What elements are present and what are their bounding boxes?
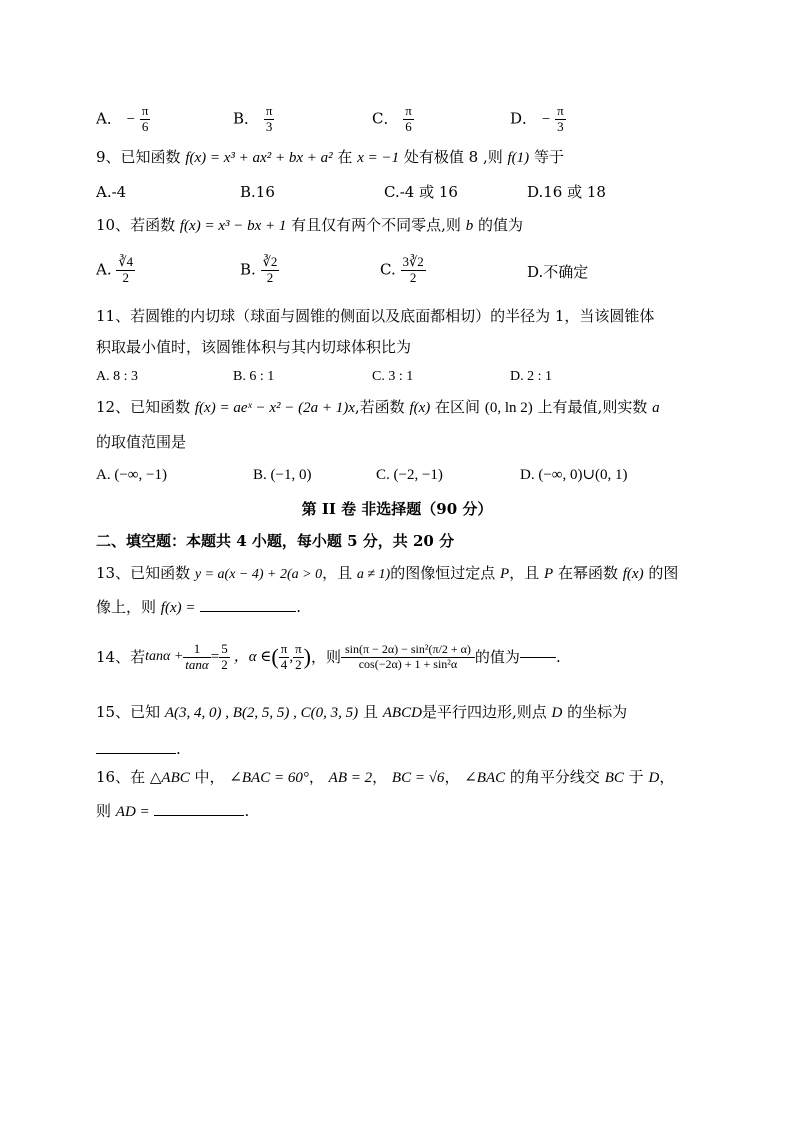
section-title: 第 II 卷 非选择题（90 分）	[301, 500, 493, 518]
q16-text: 16、在	[96, 768, 146, 786]
q13-text: 像上，则	[96, 598, 157, 616]
option-fraction	[403, 104, 414, 135]
q14-fraction	[183, 642, 210, 673]
q10-text: 有且仅有两个不同零点,则	[291, 216, 461, 234]
comma: ,	[289, 648, 294, 665]
q13-text: .	[296, 598, 302, 616]
fraction-numerator: π	[405, 103, 412, 118]
fraction-denominator: tanα	[185, 656, 209, 672]
q15-abcd: ABCD	[382, 705, 422, 721]
option-fraction	[555, 104, 566, 135]
q16-text: 于	[628, 768, 644, 786]
q14-interval-lo	[279, 642, 290, 673]
answer-blank[interactable]	[520, 656, 556, 658]
q9-text: 9、已知函数	[96, 148, 181, 166]
option-label: A．	[96, 109, 122, 128]
q11-line1: 11、若圆锥的内切球（球面与圆锥的侧面以及底面都相切）的半径为 1，当该圆锥体	[96, 307, 655, 325]
q13-function: y = a(x − 4) + 2(a > 0	[194, 567, 323, 582]
q10-option-a	[96, 255, 135, 286]
option-fraction	[264, 104, 275, 135]
q10-stem	[96, 218, 523, 234]
q13-fx: f(x) =	[160, 600, 196, 616]
q16-text: 中，	[194, 768, 225, 786]
q12-variable: a	[652, 400, 660, 416]
fraction-denominator: 2	[122, 269, 130, 285]
q8-option-a	[96, 104, 150, 135]
q8-option-b	[233, 104, 274, 135]
q16-bc: BC = √6	[391, 770, 445, 786]
q14-tan: tanα +	[145, 649, 184, 664]
q12-text: 在区间	[435, 398, 481, 416]
q9-option-b: B.16	[240, 183, 275, 201]
q12-option-c: C. (−2, −1)	[376, 467, 443, 483]
q14-alpha-in: ，α ∈	[233, 648, 272, 665]
q13-line2	[96, 600, 301, 616]
fraction-numerator: 1	[183, 642, 210, 658]
q13-text: 在幂函数	[557, 564, 618, 582]
q13-text: 13、已知函数	[96, 564, 191, 582]
option-fraction	[261, 255, 280, 286]
q15-text: 且	[362, 703, 378, 721]
q14-interval-hi	[293, 642, 304, 673]
fraction-denominator: 2	[295, 656, 302, 672]
q12-line2: 的取值范围是	[96, 433, 187, 451]
q15-line1	[96, 705, 627, 721]
q8-option-c	[372, 104, 414, 135]
q16-angle: ∠BAC = 60°	[229, 770, 309, 786]
q9-condition: x = −1	[357, 150, 400, 166]
q11-line2: 积取最小值时，该圆锥体积与其内切球体积比为	[96, 338, 412, 356]
q16-text: .	[244, 802, 250, 820]
q12-fx: f(x)	[409, 400, 431, 416]
fraction-numerator: π	[265, 103, 273, 118]
q16-text: ，	[308, 768, 324, 786]
q13-point: P	[544, 566, 554, 582]
q9-option-a: A.-4	[96, 183, 127, 201]
option-fraction	[116, 255, 135, 286]
fraction-numerator: ∛2	[262, 254, 278, 269]
q10-option-b	[240, 255, 279, 286]
q11-option-d: D. 2 : 1	[510, 369, 552, 384]
fraction-denominator: 6	[141, 118, 149, 134]
q9-option-d: D.16 或 18	[527, 183, 606, 201]
q16-point-d: D	[648, 770, 660, 786]
q11-option-a: A. 8 : 3	[96, 369, 138, 384]
fraction-denominator: 3	[265, 118, 273, 134]
q14-fraction	[219, 642, 230, 673]
fraction-denominator: 4	[280, 656, 288, 672]
q15-text: 是平行四边形,则点	[421, 703, 547, 721]
fraction-numerator: π	[295, 640, 302, 656]
q14-text: .	[555, 647, 561, 666]
answer-blank[interactable]	[200, 610, 296, 612]
q10-option-c	[380, 255, 426, 286]
q9-function: f(x) = x³ + ax² + bx + a²	[185, 150, 333, 166]
q12-option-d: D. (−∞, 0)∪(0, 1)	[520, 467, 628, 483]
q15-points: A(3, 4, 0) , B(2, 5, 5) , C(0, 3, 5)	[164, 705, 359, 721]
q16-text: ，	[659, 768, 675, 786]
fraction-denominator: 6	[405, 118, 412, 134]
q12-text: ,若函数	[354, 398, 405, 416]
q16-bisector: ∠BAC	[464, 770, 506, 786]
q12-option-b: B. (−1, 0)	[253, 467, 312, 483]
q16-triangle: △ABC	[149, 770, 190, 786]
fraction-numerator: π	[557, 103, 564, 118]
fraction-denominator: 2	[266, 269, 274, 285]
q16-text: ，	[372, 768, 388, 786]
paren: (	[271, 644, 279, 669]
q15-text: 15、已知	[96, 703, 161, 721]
fraction-numerator: ∛4	[118, 254, 134, 269]
fraction-denominator: 3	[557, 118, 564, 134]
fraction-numerator: sin(π − 2α) − sin²(π/2 + α)	[341, 643, 475, 658]
q16-ab: AB = 2	[328, 770, 373, 786]
q9-stem	[96, 150, 564, 166]
fraction-numerator: 5	[221, 640, 228, 656]
fraction-numerator: π	[280, 640, 288, 656]
q16-line2	[96, 804, 249, 820]
q12-text: 12、已知函数	[96, 398, 191, 416]
q16-ad: AD =	[115, 804, 150, 820]
q10-option-d: D.不确定	[527, 263, 589, 281]
option-sign: −	[541, 111, 551, 128]
q10-text: 10、若函数	[96, 216, 176, 234]
fraction-denominator: cos(−2α) + 1 + sin²α	[358, 656, 458, 671]
q11-option-b: B. 6 : 1	[233, 369, 275, 384]
fraction-numerator: 3∛2	[402, 254, 424, 269]
q13-line1	[96, 566, 678, 582]
q14-text: 的值为	[474, 647, 520, 666]
option-sign: −	[126, 111, 136, 128]
q12-text: 上有最值,则实数	[537, 398, 648, 416]
answer-blank[interactable]	[154, 814, 244, 816]
q8-option-d	[510, 104, 566, 135]
option-label: D．	[510, 109, 538, 128]
paren: )	[303, 644, 311, 669]
answer-blank[interactable]	[96, 752, 176, 754]
q14-text: ，则	[310, 647, 341, 666]
option-label: A.	[96, 260, 112, 279]
q15-text: .	[176, 740, 181, 758]
fraction-denominator: 2	[221, 656, 228, 672]
option-label: B.	[240, 260, 256, 279]
q13-text: ，且	[322, 564, 353, 582]
option-label: C．	[372, 109, 399, 128]
q16-text: 的角平分线交	[509, 768, 600, 786]
q16-text: 则	[96, 802, 112, 820]
option-label: B．	[233, 109, 260, 128]
q12-function: f(x) = aeˣ − x² − (2a + 1)x	[194, 400, 355, 416]
q9-option-c: C.-4 或 16	[384, 183, 458, 201]
q14-main-fraction	[341, 643, 475, 672]
option-fraction	[401, 255, 426, 286]
q13-text: 的图	[648, 564, 679, 582]
fraction-denominator: 2	[409, 269, 417, 285]
q13-text: 的图像恒过定点	[390, 564, 496, 582]
q9-f1: f(1)	[507, 150, 530, 166]
q9-text: 处有极值 8 ,则	[403, 148, 503, 166]
q11-option-c: C. 3 : 1	[372, 369, 414, 384]
q13-point: P	[500, 566, 510, 582]
q9-text: 在	[337, 148, 353, 166]
option-label: C.	[380, 260, 396, 279]
q10-function: f(x) = x³ − bx + 1	[179, 218, 287, 234]
q13-fx: f(x)	[622, 566, 644, 582]
q13-text: ，且	[509, 564, 540, 582]
q14-line	[96, 632, 561, 682]
q9-text: 等于	[533, 148, 564, 166]
option-fraction	[140, 104, 151, 135]
q15-text: 的坐标为	[567, 703, 628, 721]
q12-stem	[96, 400, 660, 416]
q14-equals: =	[210, 648, 220, 665]
q16-line1	[96, 770, 674, 786]
q16-text: ，	[444, 768, 460, 786]
q14-text: 14、若	[96, 647, 146, 666]
q12-interval: (0, ln 2)	[484, 400, 533, 416]
q16-bc: BC	[604, 770, 624, 786]
section-heading: 二、填空题：本题共 4 小题，每小题 5 分，共 20 分	[96, 532, 455, 550]
q10-text: 的值为	[478, 216, 524, 234]
q13-condition: a ≠ 1)	[356, 567, 391, 582]
q12-option-a: A. (−∞, −1)	[96, 467, 167, 483]
q10-variable: b	[465, 218, 474, 234]
fraction-numerator: π	[141, 103, 149, 118]
q15-point-d: D	[551, 705, 563, 721]
q15-line2	[96, 742, 181, 757]
